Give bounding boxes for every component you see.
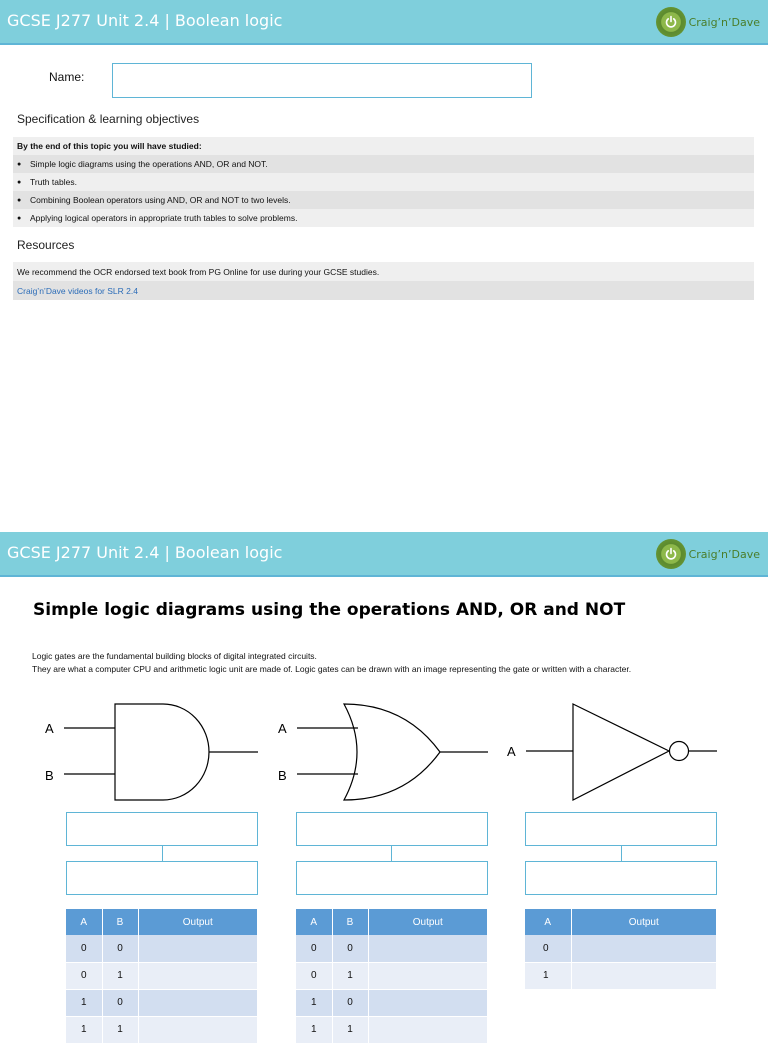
and-gate-symbol-box[interactable] bbox=[66, 861, 258, 895]
header-title: GCSE J277 Unit 2.4 | Boolean logic bbox=[7, 543, 283, 562]
table-cell: 0 bbox=[102, 935, 138, 962]
table-cell: 1 bbox=[66, 1016, 102, 1043]
and-input-a-label: A bbox=[45, 721, 54, 736]
list-item: ● Applying logical operators in appropriate truth tables to solve problems. bbox=[13, 209, 754, 227]
or-gate-icon bbox=[297, 704, 488, 800]
or-gate-name-box[interactable] bbox=[296, 812, 488, 846]
spec-heading: Specification & learning objectives bbox=[17, 112, 200, 126]
bullet-icon: ● bbox=[17, 178, 22, 186]
output-cell[interactable] bbox=[571, 935, 717, 962]
table-row bbox=[296, 989, 488, 1016]
output-cell[interactable] bbox=[368, 962, 488, 989]
output-cell[interactable] bbox=[571, 962, 717, 989]
resources-link-row bbox=[13, 281, 754, 300]
column-header: Output bbox=[571, 909, 717, 935]
table-cell: 1 bbox=[102, 1016, 138, 1043]
table-cell: 1 bbox=[102, 962, 138, 989]
table-row bbox=[296, 935, 488, 962]
resources-heading: Resources bbox=[17, 238, 75, 252]
output-cell[interactable] bbox=[138, 989, 258, 1016]
bullet-icon: ● bbox=[17, 196, 22, 204]
not-gate-symbol-box[interactable] bbox=[525, 861, 717, 895]
table-cell: 0 bbox=[296, 935, 332, 962]
bullet-icon: ● bbox=[17, 160, 22, 168]
not-gate-icon bbox=[526, 704, 717, 800]
and-gate-name-box[interactable] bbox=[66, 812, 258, 846]
intro-line-1: Logic gates are the fundamental building blocks of digital integrated circuits. bbox=[32, 651, 317, 661]
connector-line bbox=[621, 846, 622, 861]
table-row bbox=[66, 1016, 258, 1043]
table-cell: 0 bbox=[332, 989, 368, 1016]
header-bar bbox=[0, 0, 768, 45]
name-input[interactable] bbox=[112, 63, 532, 98]
output-cell[interactable] bbox=[368, 1016, 488, 1043]
connector-line bbox=[162, 846, 163, 861]
connector-line bbox=[391, 846, 392, 861]
table-cell: 0 bbox=[296, 962, 332, 989]
logo-text: Craig’n’Dave bbox=[688, 547, 760, 561]
not-input-a-label: A bbox=[507, 744, 516, 759]
or-truth-table bbox=[296, 909, 488, 1044]
header-title: GCSE J277 Unit 2.4 | Boolean logic bbox=[7, 11, 283, 30]
and-input-b-label: B bbox=[45, 768, 54, 783]
table-cell: 0 bbox=[66, 935, 102, 962]
name-label: Name: bbox=[49, 70, 85, 84]
and-truth-table bbox=[66, 909, 258, 1044]
objectives-table bbox=[13, 137, 754, 227]
resources-text: We recommend the OCR endorsed text book from PG Online for use during your GCSE studies. bbox=[13, 262, 754, 281]
column-header: B bbox=[102, 909, 138, 935]
table-cell: 1 bbox=[66, 989, 102, 1016]
column-header: Output bbox=[368, 909, 488, 935]
column-header: A bbox=[296, 909, 332, 935]
column-header: A bbox=[525, 909, 571, 935]
table-row bbox=[66, 962, 258, 989]
and-gate-icon bbox=[64, 704, 258, 800]
not-truth-table bbox=[525, 909, 717, 990]
table-cell: 1 bbox=[525, 962, 571, 989]
table-row bbox=[66, 989, 258, 1016]
output-cell[interactable] bbox=[138, 962, 258, 989]
table-cell: 1 bbox=[296, 989, 332, 1016]
table-row bbox=[296, 962, 488, 989]
page-title: Simple logic diagrams using the operations AND, OR and NOT bbox=[33, 600, 626, 620]
table-row bbox=[525, 962, 717, 989]
or-gate-symbol-box[interactable] bbox=[296, 861, 488, 895]
column-header: A bbox=[66, 909, 102, 935]
bullet-icon: ● bbox=[17, 214, 22, 222]
resources-table bbox=[13, 262, 754, 300]
table-cell: 1 bbox=[332, 962, 368, 989]
list-item: ● Truth tables. bbox=[13, 173, 754, 191]
table-row bbox=[66, 935, 258, 962]
column-header: Output bbox=[138, 909, 258, 935]
videos-link[interactable]: Craig’n’Dave videos for SLR 2.4 bbox=[17, 285, 138, 296]
logic-gates-diagram bbox=[0, 692, 768, 807]
list-item: ● Combining Boolean operators using AND, OR and NOT to two levels. bbox=[13, 191, 754, 209]
logo-text: Craig’n’Dave bbox=[688, 15, 760, 29]
power-icon bbox=[656, 7, 686, 37]
column-header: B bbox=[332, 909, 368, 935]
table-cell: 0 bbox=[102, 989, 138, 1016]
output-cell[interactable] bbox=[368, 989, 488, 1016]
or-input-a-label: A bbox=[278, 721, 287, 736]
output-cell[interactable] bbox=[138, 935, 258, 962]
objectives-intro: By the end of this topic you will have studied: bbox=[13, 137, 754, 155]
not-gate-name-box[interactable] bbox=[525, 812, 717, 846]
list-item: ● Simple logic diagrams using the operations AND, OR and NOT. bbox=[13, 155, 754, 173]
logo bbox=[656, 539, 760, 569]
intro-text bbox=[32, 650, 752, 676]
page-section-2 bbox=[0, 532, 768, 1035]
power-icon bbox=[656, 539, 686, 569]
table-cell: 0 bbox=[332, 935, 368, 962]
table-row bbox=[296, 1016, 488, 1043]
table-cell: 0 bbox=[525, 935, 571, 962]
table-cell: 0 bbox=[66, 962, 102, 989]
table-cell: 1 bbox=[296, 1016, 332, 1043]
header-bar bbox=[0, 532, 768, 577]
output-cell[interactable] bbox=[138, 1016, 258, 1043]
logo bbox=[656, 7, 760, 37]
table-cell: 1 bbox=[332, 1016, 368, 1043]
table-row bbox=[525, 935, 717, 962]
output-cell[interactable] bbox=[368, 935, 488, 962]
intro-line-2: They are what a computer CPU and arithmetic logic unit are made of. Logic gates can be drawn with an image representing the gate or written with a character. bbox=[32, 664, 632, 674]
or-input-b-label: B bbox=[278, 768, 287, 783]
